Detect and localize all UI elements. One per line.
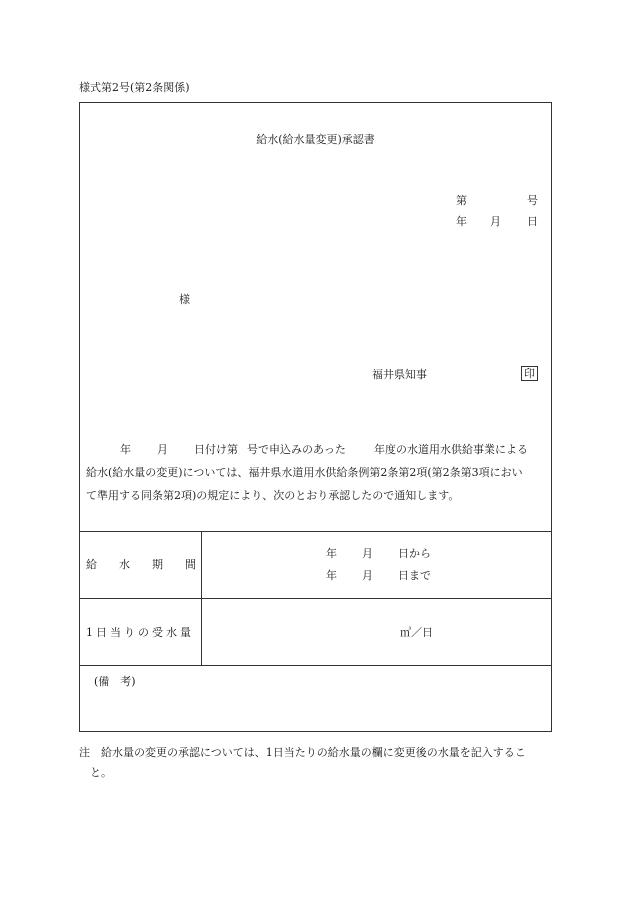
daily-volume-label: 1日当りの受水量	[86, 626, 194, 639]
body-date-ref: 日付け第	[194, 443, 238, 456]
form-number-header: 様式第2号(第2条関係)	[79, 81, 190, 94]
period-from-day: 日から	[398, 547, 431, 560]
supply-period-label: 給 水 期 間	[86, 558, 196, 571]
number-dai: 第	[456, 194, 467, 207]
period-from-month: 月	[362, 547, 373, 560]
period-to-day: 日まで	[398, 569, 431, 582]
table-column-divider	[201, 531, 202, 665]
body-month: 月	[157, 443, 168, 456]
table-mid-rule	[80, 598, 551, 599]
seal-box: 印	[521, 366, 538, 381]
seal-mark	[521, 366, 538, 381]
period-to-month: 月	[362, 569, 373, 582]
body-application: 号で申込みのあった	[247, 443, 346, 456]
body-line-3: て準用する同条第2項)の規定により、次のとおり承認したので通知します。	[86, 489, 460, 502]
period-from-year: 年	[326, 547, 337, 560]
body-year: 年	[120, 443, 131, 456]
body-line-2: 給水(給水量の変更)については、福井県水道用水供給条例第2条第2項(第2条第3項におい	[86, 466, 523, 479]
number-go: 号	[527, 194, 538, 207]
document-title: 給水(給水量変更)承認書	[256, 133, 375, 146]
issuer-name: 福井県知事	[372, 368, 427, 381]
table-top-rule	[80, 531, 551, 532]
date-month: 月	[490, 215, 501, 228]
daily-volume-unit: ㎥／日	[400, 626, 433, 639]
table-bottom-rule	[80, 665, 551, 666]
remarks-label: (備 考)	[94, 675, 136, 688]
recipient-suffix: 様	[179, 293, 190, 306]
date-year: 年	[456, 215, 467, 228]
period-to-year: 年	[326, 569, 337, 582]
date-day: 日	[527, 215, 538, 228]
approval-form	[79, 102, 552, 732]
footnote-line-1: 注 給水量の変更の承認については、1日当たりの給水量の欄に変更後の水量を記入するこ	[79, 746, 526, 759]
footnote	[79, 743, 526, 783]
footnote-line-2: と。	[90, 766, 112, 779]
body-fiscal-year: 年度の水道用水供給事業による	[374, 443, 528, 456]
